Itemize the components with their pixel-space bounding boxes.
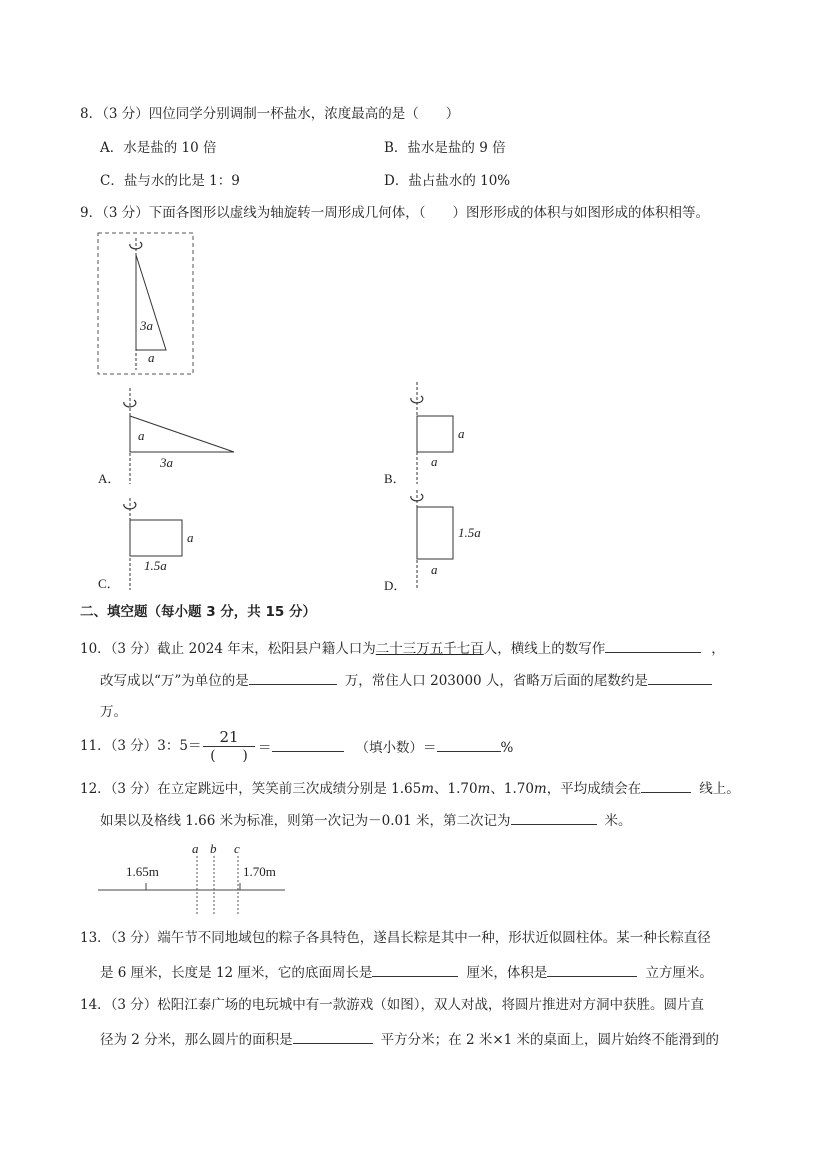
q12-mark-c: c bbox=[234, 841, 240, 856]
q9-d-letter: D． bbox=[384, 578, 407, 593]
q11-denominator[interactable]: ( ) bbox=[210, 748, 248, 764]
q12-line-2 bbox=[100, 810, 632, 830]
q10-line-1 bbox=[80, 638, 725, 658]
q12-mark-b: b bbox=[210, 841, 217, 856]
q11-blank-1[interactable] bbox=[272, 737, 344, 752]
q12-number-line-figure bbox=[98, 841, 285, 914]
q9-option-d-figure bbox=[384, 490, 481, 593]
q9-ref-height-label: 3a bbox=[140, 318, 153, 333]
q9-c-side-label: a bbox=[187, 530, 194, 545]
q12-sep-1: 、1.70 bbox=[433, 781, 478, 797]
q8-stem: 8．（3 分）四位同学分别调制一杯盐水，浓度最高的是（ ） bbox=[80, 106, 460, 122]
q9-ref-base-label: a bbox=[148, 350, 155, 365]
q12-blank-2[interactable] bbox=[511, 810, 597, 825]
q12-text-2a: 如果以及格线 1.66 米为标准，则第一次记为－0.01 米，第二次记为 bbox=[100, 813, 511, 829]
q14-text-2a: 径为 2 分米，那么圆片的面积是 bbox=[100, 1032, 293, 1048]
q9-c-letter: C． bbox=[98, 576, 120, 591]
q12-text-1b: ，平均成绩会在 bbox=[546, 781, 642, 797]
q14-line-1: 14．（3 分）松阳江泰广场的电玩城中有一款游戏（如图），双人对战，将圆片推进对方洞中获胜。圆片直 bbox=[80, 997, 705, 1013]
q9-option-b-figure bbox=[384, 382, 465, 486]
q11-line bbox=[258, 737, 513, 757]
q13-text-2a: 是 6 厘米，长度是 12 厘米，它的底面周长是 bbox=[100, 965, 373, 981]
q13-text-2c: 立方厘米。 bbox=[645, 965, 713, 981]
q10-text-1a: 10．（3 分）截止 2024 年末，松阳县户籍人口为 bbox=[80, 641, 376, 657]
q13-line-2 bbox=[100, 962, 713, 982]
q12-text-2b: 米。 bbox=[604, 813, 632, 829]
section-2-title: 二、填空题（每小题 3 分，共 15 分） bbox=[80, 604, 316, 620]
q12-unit-3: m bbox=[533, 781, 547, 797]
q11-prefix: 11．（3 分）3：5＝ bbox=[80, 738, 202, 754]
q11-note: （填小数）＝ bbox=[355, 740, 437, 756]
q9-b-letter: B． bbox=[384, 471, 406, 486]
q11-suffix: % bbox=[500, 740, 514, 756]
q12-line-1 bbox=[80, 778, 740, 798]
q8-option-d: D．盐占盐水的 10% bbox=[384, 173, 511, 189]
q12-right-label: 1.70m bbox=[243, 864, 276, 879]
q13-text-2b: 厘米，体积是 bbox=[466, 965, 548, 981]
q10-text-3: 万。 bbox=[100, 704, 127, 720]
q9-reference-figure bbox=[98, 233, 193, 374]
q10-text-2a: 改写成以“万”为单位的是 bbox=[100, 673, 249, 689]
q12-unit-1: m bbox=[421, 781, 434, 797]
q8-option-b: B．盐水是盐的 9 倍 bbox=[384, 140, 506, 156]
q9-option-c-figure bbox=[98, 498, 194, 591]
q9-a-base-label: 3a bbox=[160, 455, 173, 470]
q11-blank-2[interactable] bbox=[437, 737, 501, 752]
q9-d-side-label: 1.5a bbox=[458, 525, 481, 540]
q14-line-2 bbox=[100, 1029, 719, 1049]
q10-text-1c: ， bbox=[711, 641, 725, 657]
q12-mark-a: a bbox=[192, 841, 199, 856]
q10-blank-3[interactable] bbox=[648, 670, 712, 685]
q9-b-base-label: a bbox=[431, 454, 438, 469]
q14-text-2b: 平方分米；在 2 米×1 米的桌面上，圆片始终不能滑到的 bbox=[380, 1032, 720, 1048]
q10-text-1b: 人，横线上的数写作 bbox=[483, 641, 606, 657]
q9-c-base-label: 1.5a bbox=[144, 558, 167, 573]
q12-left-label: 1.65m bbox=[126, 864, 159, 879]
q9-option-a-figure bbox=[98, 388, 234, 486]
q8-option-c: C．盐与水的比是 1：9 bbox=[100, 173, 240, 189]
q12-text-1c: 线上。 bbox=[699, 781, 740, 797]
q12-blank-1[interactable] bbox=[641, 778, 691, 793]
q10-text-2b: 万，常住人口 203000 人，省略万后面的尾数约是 bbox=[344, 673, 648, 689]
q10-line-2 bbox=[100, 670, 712, 690]
q13-blank-1[interactable] bbox=[372, 962, 458, 977]
q11-eq: ＝ bbox=[258, 740, 272, 756]
q12-text-1a: 12．（3 分）在立定跳远中，笑笑前三次成绩分别是 1.65 bbox=[80, 781, 422, 797]
q10-blank-2[interactable] bbox=[249, 670, 337, 685]
q14-blank-1[interactable] bbox=[293, 1029, 373, 1044]
q12-sep-2: 、1.70 bbox=[490, 781, 534, 797]
q9-stem: 9．（3 分）下面各图形以虚线为轴旋转一周形成几何体，（ ）图形形成的体积与如图形成的体积相等。 bbox=[80, 205, 709, 221]
q13-blank-2[interactable] bbox=[547, 962, 637, 977]
q11-numerator: 21 bbox=[203, 728, 255, 747]
q9-a-side-label: a bbox=[138, 428, 145, 443]
q10-underlined-number: 二十三万五千七百 bbox=[375, 641, 484, 657]
q9-d-base-label: a bbox=[431, 562, 438, 577]
q13-line-1: 13．（3 分）端午节不同地域包的粽子各具特色，遂昌长粽是其中一种，形状近似圆柱体。某一种长粽直径 bbox=[80, 930, 711, 946]
q10-blank-1[interactable] bbox=[605, 638, 701, 653]
q9-a-letter: A． bbox=[98, 471, 121, 486]
q9-b-side-label: a bbox=[458, 426, 465, 441]
q12-unit-2: m bbox=[477, 781, 491, 797]
q11-fraction bbox=[203, 728, 255, 765]
q8-option-a: A．水是盐的 10 倍 bbox=[100, 140, 217, 156]
